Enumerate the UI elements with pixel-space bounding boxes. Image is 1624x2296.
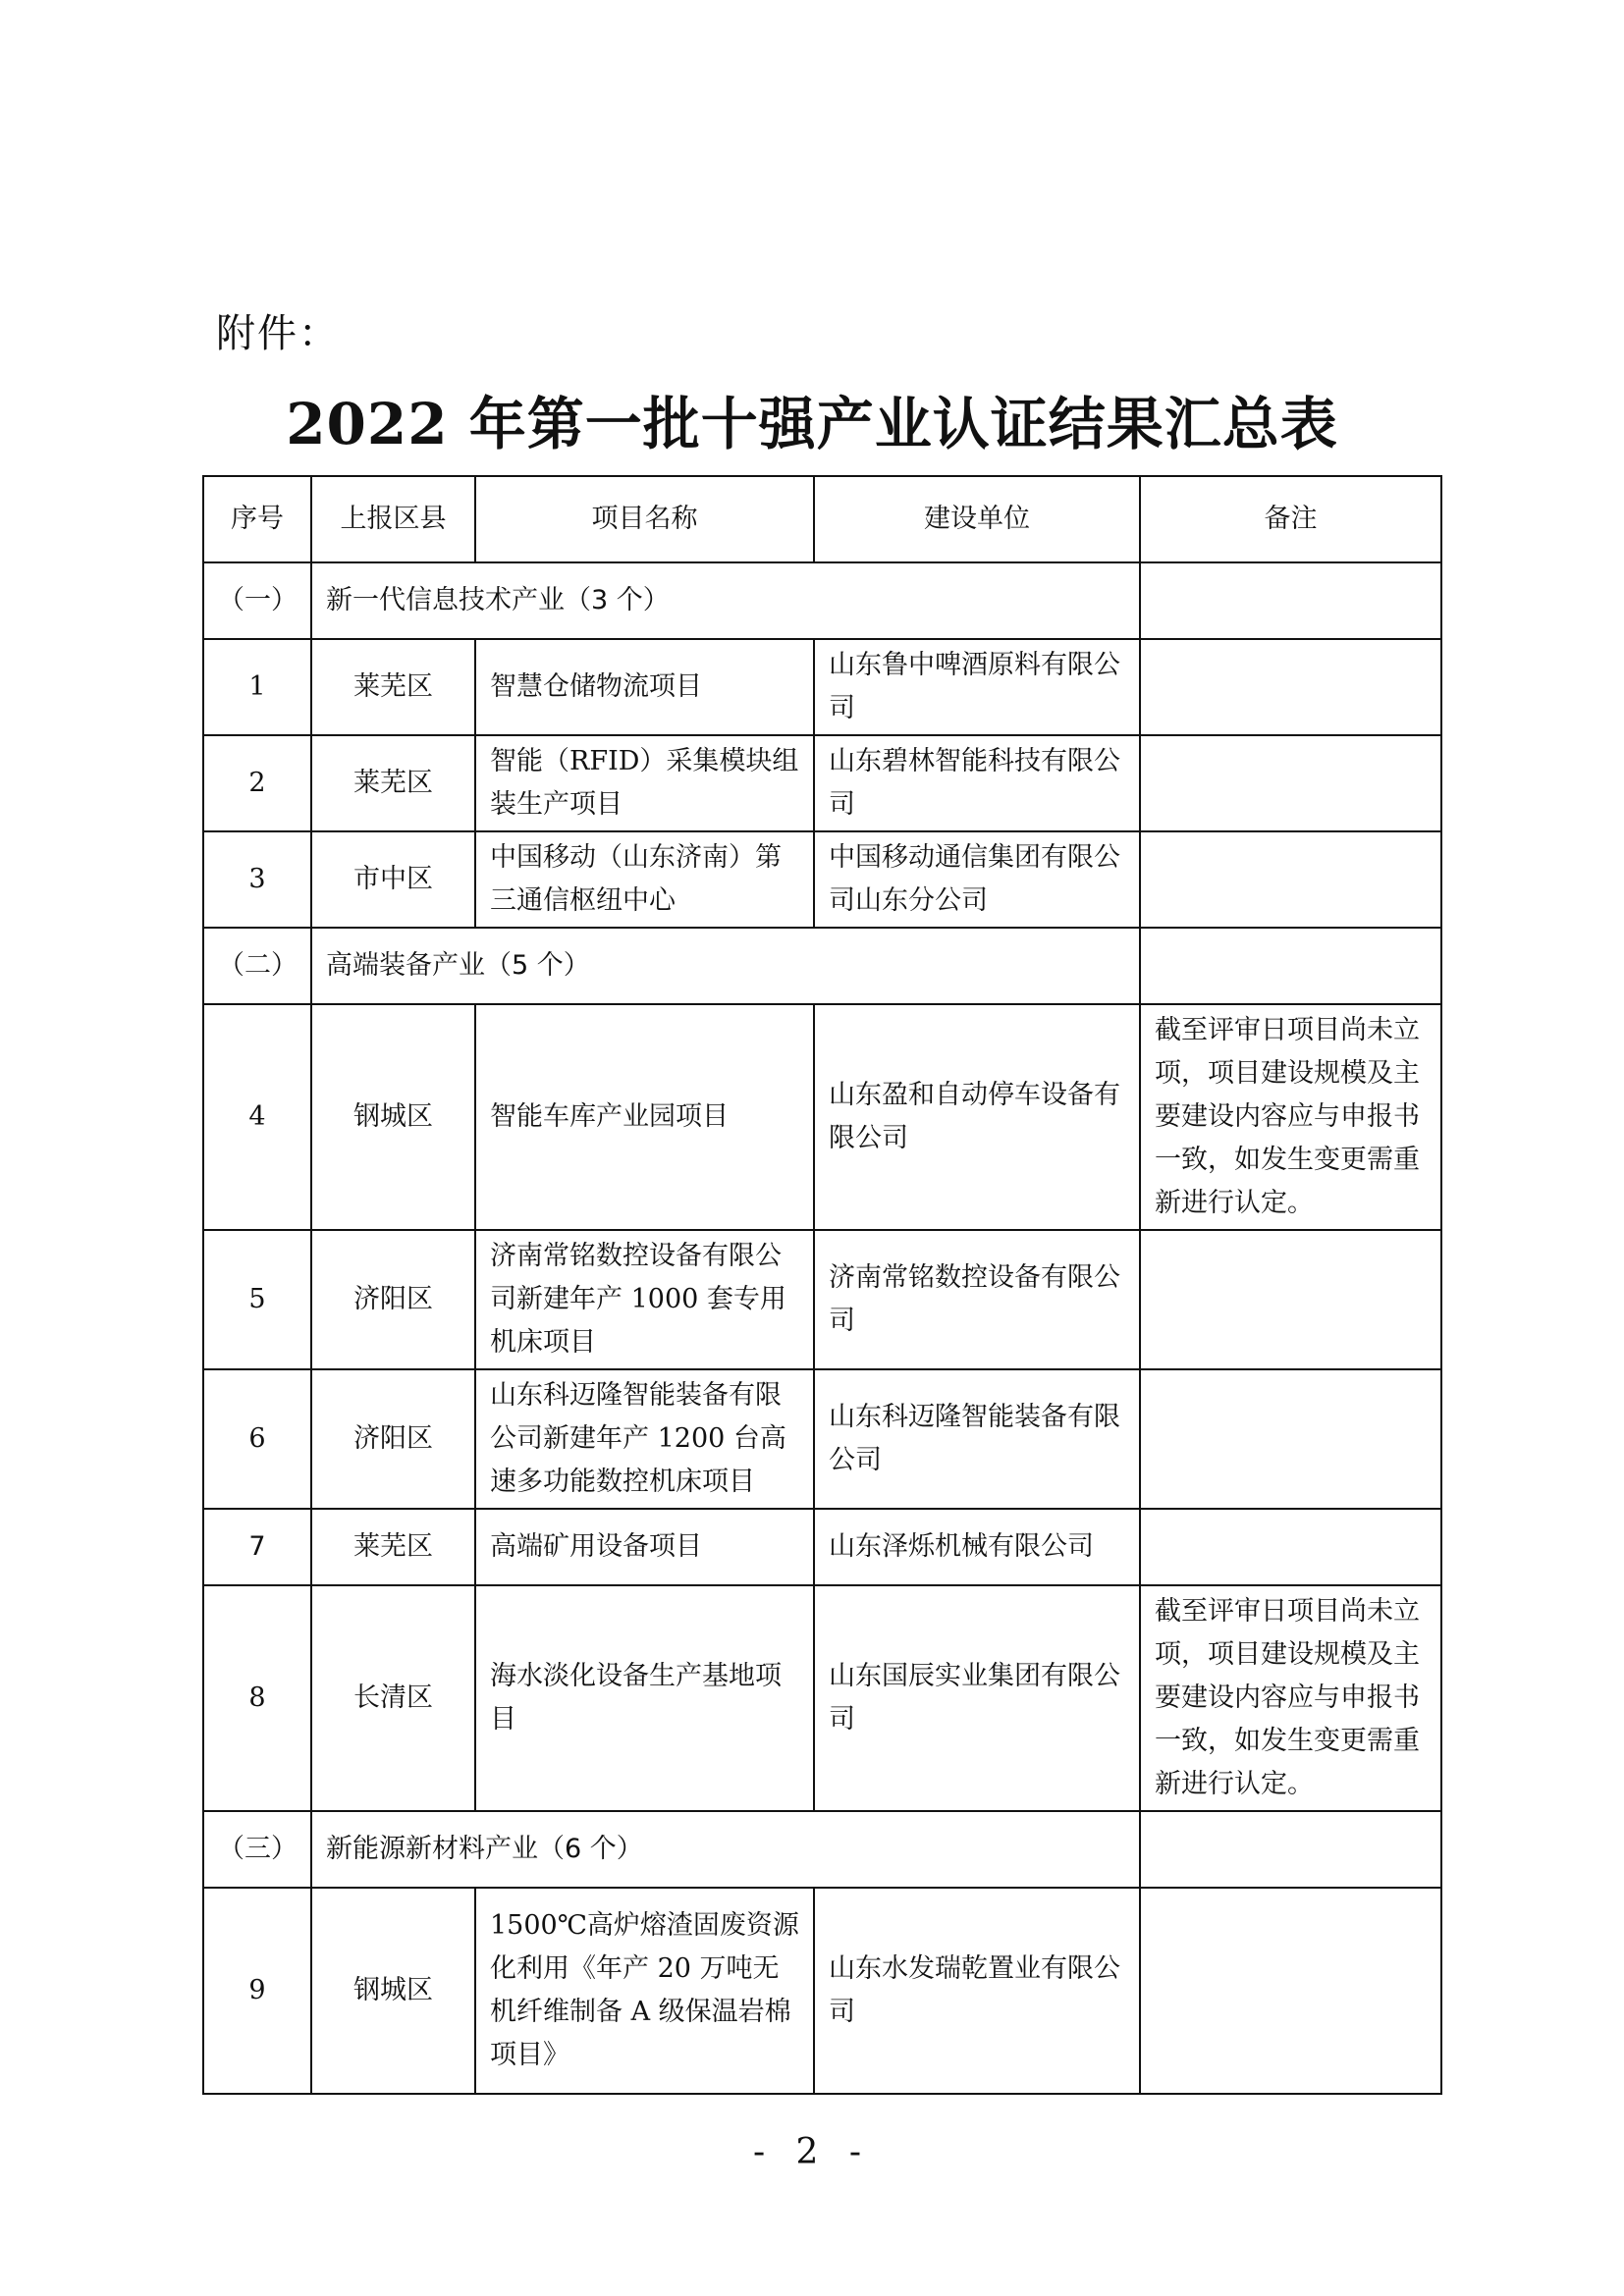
row-district: 济阳区 (311, 1369, 475, 1509)
row-remarks (1140, 639, 1441, 735)
row-project: 中国移动（山东济南）第三通信枢纽中心 (475, 831, 814, 928)
header-seq: 序号 (203, 476, 311, 562)
header-unit: 建设单位 (814, 476, 1140, 562)
row-district: 市中区 (311, 831, 475, 928)
section-remarks (1140, 1811, 1441, 1888)
header-remarks: 备注 (1140, 476, 1441, 562)
row-seq: 6 (203, 1369, 311, 1509)
row-district: 钢城区 (311, 1004, 475, 1230)
row-district: 莱芜区 (311, 639, 475, 735)
row-project: 智能（RFID）采集模块组装生产项目 (475, 735, 814, 831)
row-seq: 5 (203, 1230, 311, 1369)
section-number: （三） (203, 1811, 311, 1888)
row-remarks (1140, 1230, 1441, 1369)
row-project: 山东科迈隆智能装备有限公司新建年产 1200 台高速多功能数控机床项目 (475, 1369, 814, 1509)
results-table (202, 475, 1442, 2095)
row-seq: 1 (203, 639, 311, 735)
table-row (203, 1004, 1441, 1230)
row-remarks (1140, 735, 1441, 831)
row-unit: 山东泽烁机械有限公司 (814, 1509, 1140, 1585)
section-row (203, 1811, 1441, 1888)
row-district: 莱芜区 (311, 1509, 475, 1585)
header-district: 上报区县 (311, 476, 475, 562)
row-project: 1500℃高炉熔渣固废资源化利用《年产 20 万吨无机纤维制备 A 级保温岩棉项目》 (475, 1888, 814, 2094)
row-unit: 山东鲁中啤酒原料有限公司 (814, 639, 1140, 735)
row-district: 莱芜区 (311, 735, 475, 831)
table-row (203, 831, 1441, 928)
row-unit: 中国移动通信集团有限公司山东分公司 (814, 831, 1140, 928)
attachment-label: 附件： (216, 311, 340, 356)
row-unit: 山东盈和自动停车设备有限公司 (814, 1004, 1140, 1230)
row-seq: 3 (203, 831, 311, 928)
row-unit: 山东国辰实业集团有限公司 (814, 1585, 1140, 1811)
section-remarks (1140, 562, 1441, 639)
row-district: 长清区 (311, 1585, 475, 1811)
row-district: 济阳区 (311, 1230, 475, 1369)
document-title: 2022 年第一批十强产业认证结果汇总表 (286, 391, 1338, 457)
row-project: 高端矿用设备项目 (475, 1509, 814, 1585)
row-seq: 4 (203, 1004, 311, 1230)
table-row (203, 639, 1441, 735)
table-header-row (203, 476, 1441, 562)
section-row (203, 562, 1441, 639)
table-row (203, 1509, 1441, 1585)
row-seq: 9 (203, 1888, 311, 2094)
section-row (203, 928, 1441, 1004)
row-remarks: 截至评审日项目尚未立项，项目建设规模及主要建设内容应与申报书一致，如发生变更需重新进行认定。 (1140, 1585, 1441, 1811)
row-remarks (1140, 1888, 1441, 2094)
row-unit: 山东碧林智能科技有限公司 (814, 735, 1140, 831)
row-unit: 山东水发瑞乾置业有限公司 (814, 1888, 1140, 2094)
table-row (203, 735, 1441, 831)
row-unit: 济南常铭数控设备有限公司 (814, 1230, 1140, 1369)
row-unit: 山东科迈隆智能装备有限公司 (814, 1369, 1140, 1509)
row-project: 智能车库产业园项目 (475, 1004, 814, 1230)
table-row (203, 1369, 1441, 1509)
section-remarks (1140, 928, 1441, 1004)
section-name: 高端装备产业（5 个） (311, 928, 1140, 1004)
row-seq: 2 (203, 735, 311, 831)
row-project: 海水淡化设备生产基地项目 (475, 1585, 814, 1811)
section-name: 新能源新材料产业（6 个） (311, 1811, 1140, 1888)
header-project: 项目名称 (475, 476, 814, 562)
row-project: 济南常铭数控设备有限公司新建年产 1000 套专用机床项目 (475, 1230, 814, 1369)
section-number: （二） (203, 928, 311, 1004)
row-seq: 7 (203, 1509, 311, 1585)
row-project: 智慧仓储物流项目 (475, 639, 814, 735)
row-remarks (1140, 831, 1441, 928)
table-row (203, 1585, 1441, 1811)
row-seq: 8 (203, 1585, 311, 1811)
section-number: （一） (203, 562, 311, 639)
row-remarks (1140, 1509, 1441, 1585)
row-remarks (1140, 1369, 1441, 1509)
page-number: - 2 - (752, 2132, 872, 2172)
row-district: 钢城区 (311, 1888, 475, 2094)
table-row (203, 1888, 1441, 2094)
table-row (203, 1230, 1441, 1369)
section-name: 新一代信息技术产业（3 个） (311, 562, 1140, 639)
row-remarks: 截至评审日项目尚未立项，项目建设规模及主要建设内容应与申报书一致，如发生变更需重新进行认定。 (1140, 1004, 1441, 1230)
